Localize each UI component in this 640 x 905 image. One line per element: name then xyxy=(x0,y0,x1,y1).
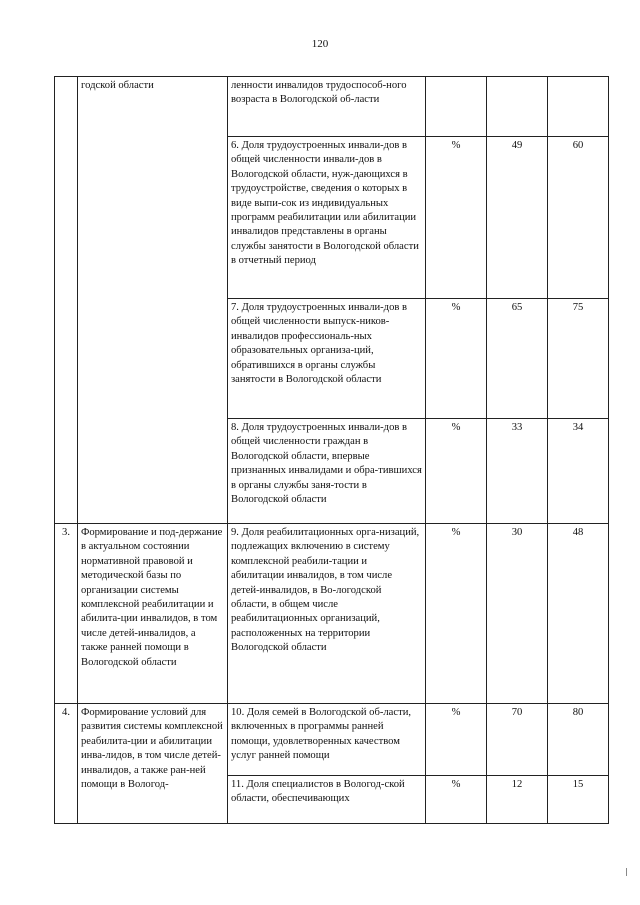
value-cell: 60 xyxy=(548,137,609,299)
goal-cell: годской области xyxy=(78,77,228,524)
row-number-cell: 3. xyxy=(55,524,78,704)
table-row xyxy=(55,704,609,776)
value-cell: 34 xyxy=(548,419,609,524)
indicators-table xyxy=(54,76,609,824)
value-cell: 30 xyxy=(487,524,548,704)
value-cell: 65 xyxy=(487,299,548,419)
row-number-cell: 4. xyxy=(55,704,78,824)
indicator-cell: 8. Доля трудоустроенных инвали-дов в общей численности граждан в Вологодской области, впервые признанных инвалидами и обра-тившихся в органы службы заня-тости в Вологодской области xyxy=(228,419,426,524)
indicator-cell: ленности инвалидов трудоспособ-ного возраста в Вологодской об-ласти xyxy=(228,77,426,137)
indicator-cell: 9. Доля реабилитационных орга-низаций, подлежащих включению в систему комплексной реабили-тации и абилитации инвалидов, в том числе детей-инвалидов, в Во-логодской области, в общем числе реабилитационных организаций, расположенных на территории Вологодской области xyxy=(228,524,426,704)
row-number-cell xyxy=(55,77,78,524)
unit-cell: % xyxy=(426,299,487,419)
goal-cell: Формирование и под-держание в актуальном состоянии нормативной правовой и методической базы по организации системы комплексной реабилитации и абилита-ции инвалидов, в том числе детей-инвалидов, а также ранней помощи в Вологодской области xyxy=(78,524,228,704)
unit-cell xyxy=(426,77,487,137)
value-cell: 12 xyxy=(487,776,548,824)
indicator-cell: 10. Доля семей в Вологодской об-ласти, включенных в программы ранней помощи, удовлетворенных качеством услуг ранней помощи xyxy=(228,704,426,776)
value-cell: 75 xyxy=(548,299,609,419)
value-cell: 33 xyxy=(487,419,548,524)
value-cell: 80 xyxy=(548,704,609,776)
indicator-cell: 6. Доля трудоустроенных инвали-дов в общей численности инвали-дов в Вологодской области, нуж-дающихся в трудоустройстве, сведения о которых в виде выпи-сок из индивидуальных программ реабилитации или абилитации инвалидов представлены в органы службы занятости в Вологодской области в отчетный период xyxy=(228,137,426,299)
page-number: 120 xyxy=(311,38,329,50)
value-cell: 48 xyxy=(548,524,609,704)
value-cell xyxy=(548,77,609,137)
unit-cell: % xyxy=(426,137,487,299)
value-cell: 49 xyxy=(487,137,548,299)
value-cell: 15 xyxy=(548,776,609,824)
unit-cell: % xyxy=(426,776,487,824)
value-cell: 70 xyxy=(487,704,548,776)
unit-cell: % xyxy=(426,704,487,776)
table-row xyxy=(55,77,609,137)
value-cell xyxy=(487,77,548,137)
unit-cell: % xyxy=(426,419,487,524)
unit-cell: % xyxy=(426,524,487,704)
indicator-cell: 11. Доля специалистов в Вологод-ской области, обеспечивающих xyxy=(228,776,426,824)
indicator-cell: 7. Доля трудоустроенных инвали-дов в общей численности выпуск-ников-инвалидов профессиональ-ных образовательных организа-ций, обратившихся в органы службы занятости в Вологодской области xyxy=(228,299,426,419)
goal-cell: Формирование условий для развития системы комплексной реабилита-ции и абилитации инва-лидов, в том числе детей-инвалидов, а также ран-ней помощи в Вологод- xyxy=(78,704,228,824)
scan-mark xyxy=(626,868,627,876)
table-row xyxy=(55,524,609,704)
